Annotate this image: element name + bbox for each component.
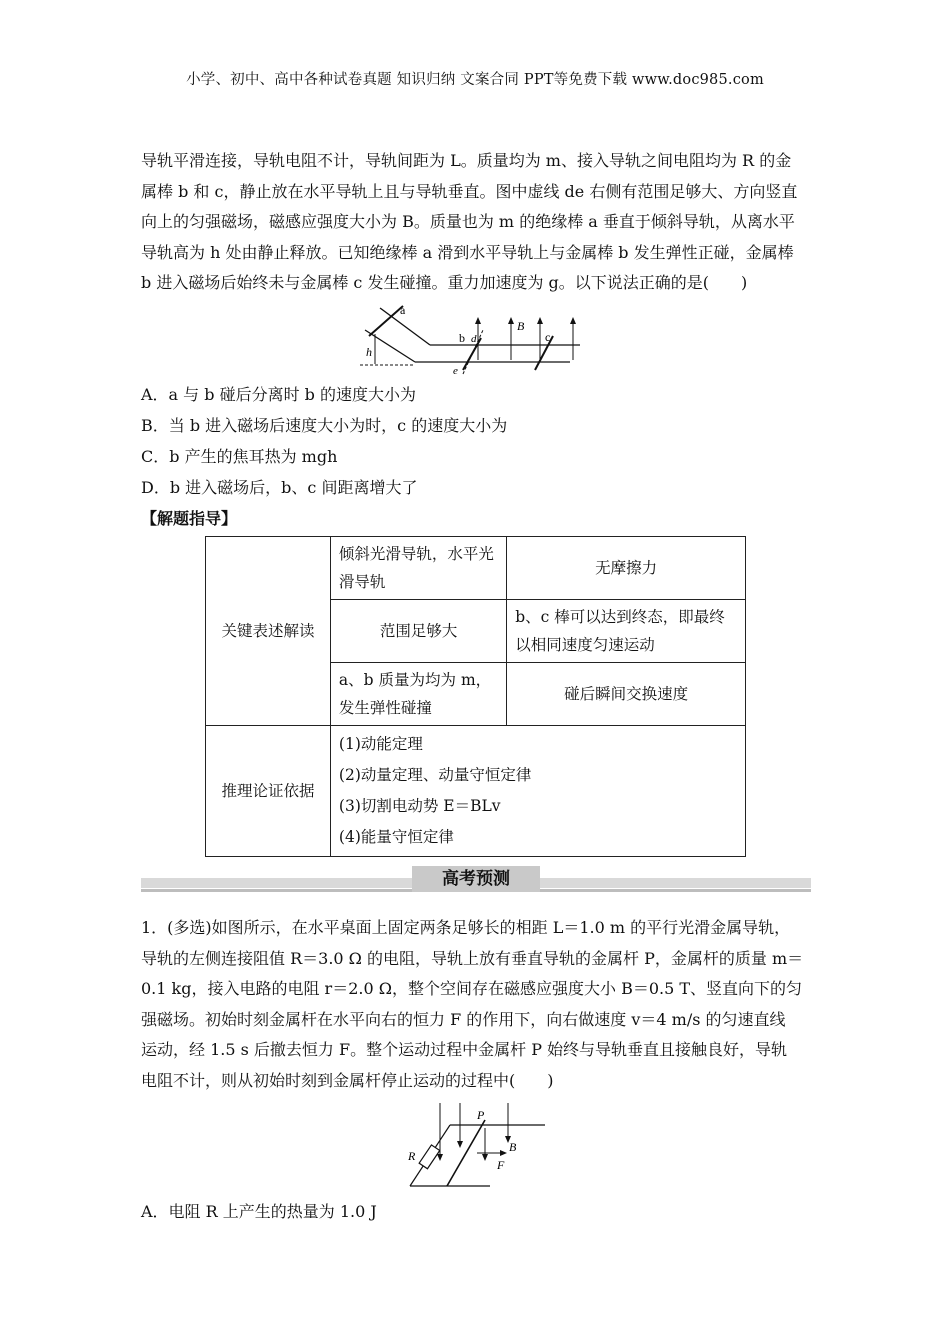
guide-reading: 无摩擦力	[507, 537, 746, 600]
problem-line: b 进入磁场后始终未与金属棒 c 发生碰撞。重力加速度为 g。以下说法正确的是( )	[141, 273, 748, 292]
option-a: A．a 与 b 碰后分离时 b 的速度大小为	[141, 385, 417, 404]
label-P: P	[477, 1108, 485, 1122]
question-1-text	[141, 913, 811, 1096]
basis-item: (2)动量定理、动量守恒定律	[338, 766, 532, 784]
problem-line: 导轨平滑连接，导轨电阻不计，导轨间距为 L。质量均为 m、接入导轨之间电阻均为 R 的金	[141, 151, 792, 170]
circuit-figure	[405, 1098, 550, 1193]
guide-statement: a、b 质量为均为 m，发生弹性碰撞	[330, 663, 506, 726]
label-a: a	[400, 303, 406, 317]
basis-item: (4)能量守恒定律	[338, 828, 454, 846]
label-F: F	[497, 1158, 505, 1172]
problem-line: 属棒 b 和 c，静止放在水平导轨上且与导轨垂直。图中虚线 de 右侧有范围足够大、方向竖直	[141, 181, 798, 201]
label-h: h	[366, 345, 372, 359]
option-d: D．b 进入磁场后，b、c 间距离增大了	[141, 478, 418, 497]
guide-statement: 倾斜光滑导轨，水平光滑导轨	[330, 537, 506, 600]
guide-row-header: 推理论证依据	[206, 726, 331, 857]
label-B2: B	[509, 1140, 517, 1154]
question-line: 0.1 kg，接入电路的电阻 r＝2.0 Ω，整个空间存在磁感应强度大小 B＝0.5 T、竖直向下的匀	[141, 979, 803, 998]
guide-statement: 范围足够大	[330, 600, 506, 663]
label-R: R	[408, 1149, 416, 1163]
guide-reading: b、c 棒可以达到终态，即最终以相同速度匀速运动	[507, 600, 746, 663]
label-b: b	[459, 331, 465, 345]
section-banner	[141, 869, 811, 890]
question-line: 强磁场。初始时刻金属杆在水平向右的恒力 F 的作用下，向右做速度 v＝4 m/s 的匀速直线	[141, 1009, 786, 1029]
guide-table	[205, 536, 746, 857]
question-line: 电阻不计，则从初始时刻到金属杆停止运动的过程中( )	[141, 1070, 554, 1090]
option-b: B．当 b 进入磁场后速度大小为时，c 的速度大小为	[141, 416, 508, 435]
guide-basis	[330, 726, 745, 857]
question-line: 运动，经 1.5 s 后撤去恒力 F。整个运动过程中金属杆 P 始终与导轨垂直且接触良好，导轨	[141, 1040, 788, 1059]
problem-line: 向上的匀强磁场，磁感应强度大小为 B。质量也为 m 的绝缘棒 a 垂直于倾斜导轨，从离水平	[141, 212, 795, 231]
basis-item: (1)动能定理	[338, 735, 423, 753]
rail-figure	[355, 300, 590, 380]
label-d: d	[471, 333, 477, 345]
label-c: c	[545, 330, 551, 344]
page-header: 小学、初中、高中各种试卷真题 知识归纳 文案合同 PPT等免费下载 www.doc985.com	[186, 72, 764, 88]
basis-item: (3)切割电动势 E＝BLv	[338, 797, 501, 815]
guide-title: 【解题指导】	[141, 509, 238, 528]
q1-option-a: A．电阻 R 上产生的热量为 1.0 J	[141, 1202, 377, 1221]
problem-text	[141, 146, 811, 299]
label-B: B	[517, 319, 525, 333]
guide-row-header: 关键表述解读	[206, 537, 331, 726]
label-e: e	[453, 365, 458, 377]
option-c: C．b 产生的焦耳热为 mgh	[141, 447, 338, 466]
question-line: 导轨的左侧连接阻值 R＝3.0 Ω 的电阻，导轨上放有垂直导轨的金属杆 P，金属杆的质量 m＝	[141, 948, 804, 968]
banner-label: 高考预测	[412, 866, 540, 892]
question-line: 1．(多选)如图所示，在水平桌面上固定两条足够长的相距 L＝1.0 m 的平行光滑金属导轨，	[141, 918, 791, 937]
problem-line: 导轨高为 h 处由静止释放。已知绝缘棒 a 滑到水平导轨上与金属棒 b 发生弹性正碰，金属棒	[141, 242, 794, 262]
guide-reading: 碰后瞬间交换速度	[507, 663, 746, 726]
